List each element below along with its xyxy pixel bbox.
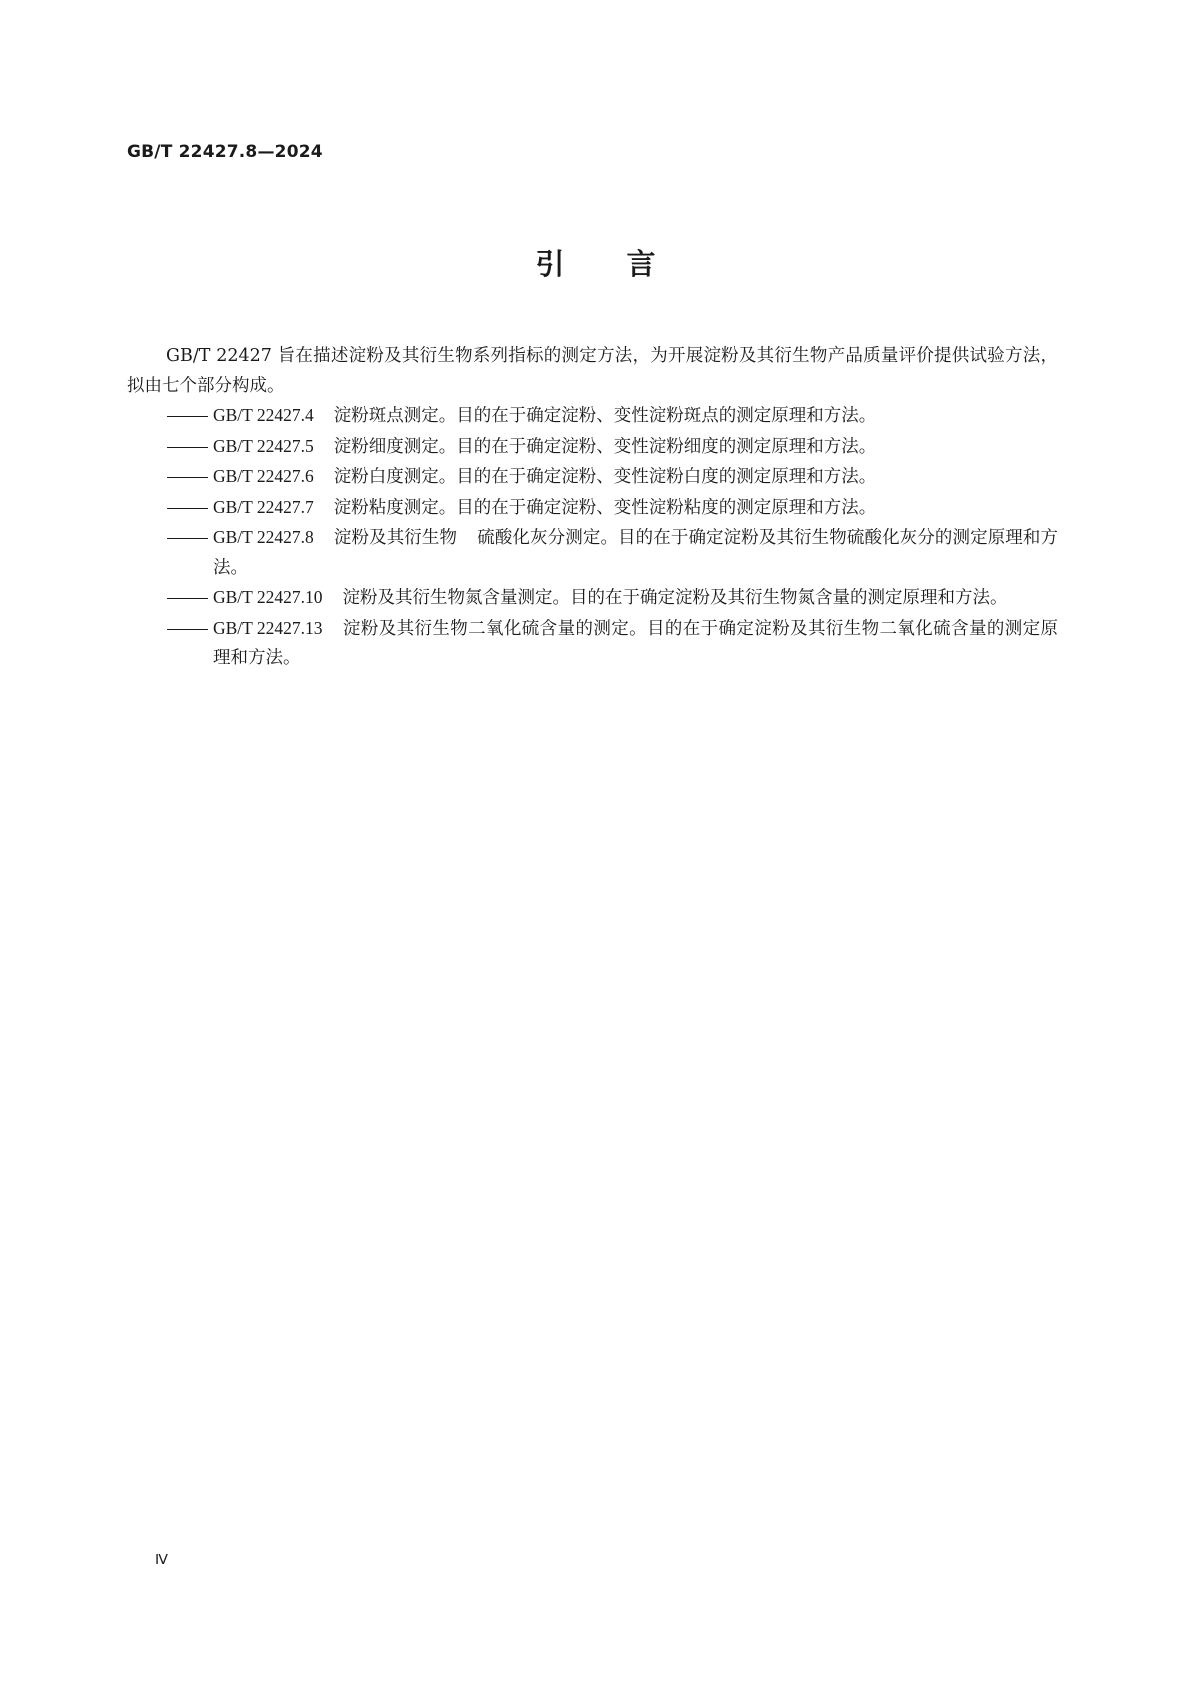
list-item xyxy=(127,401,1058,432)
parts-list xyxy=(127,401,1058,674)
list-item xyxy=(127,493,1058,524)
part-code: GB/T 22427.5 xyxy=(213,435,314,456)
list-item xyxy=(127,614,1058,674)
part-description: 淀粉及其衍生物氮含量测定。目的在于确定淀粉及其衍生物氮含量的测定原理和方法。 xyxy=(342,588,1008,608)
part-code: GB/T 22427.10 xyxy=(213,587,323,607)
intro-paragraph: GB/T 22427 旨在描述淀粉及其衍生物系列指标的测定方法，为开展淀粉及其衍生物产品质量评价提供试验方法，拟由七个部分构成。 xyxy=(127,346,1058,396)
part-code: GB/T 22427.7 xyxy=(213,496,314,517)
part-description: 硫酸化灰分测定。目的在于确定淀粉及其衍生物硫酸化灰分的测定原理和方法。 xyxy=(213,528,1059,578)
list-item xyxy=(127,462,1058,493)
part-description: 淀粉斑点测定。目的在于确定淀粉、变性淀粉斑点的测定原理和方法。 xyxy=(333,406,877,426)
part-description: 淀粉粘度测定。目的在于确定淀粉、变性淀粉粘度的测定原理和方法。 xyxy=(333,497,877,518)
part-description: 淀粉及其衍生物二氧化硫含量的测定。目的在于确定淀粉及其衍生物二氧化硫含量的测定原理和方法。 xyxy=(213,618,1058,668)
document-code: GB/T 22427.8—2024 xyxy=(127,142,323,162)
part-code: GB/T 22427.4 xyxy=(213,405,314,425)
introduction-body xyxy=(127,342,1058,674)
list-item xyxy=(127,432,1058,463)
part-description-subject: 淀粉及其衍生物 xyxy=(333,528,458,548)
part-description: 淀粉细度测定。目的在于确定淀粉、变性淀粉细度的测定原理和方法。 xyxy=(333,436,877,457)
part-code: GB/T 22427.13 xyxy=(213,617,323,638)
list-item xyxy=(127,583,1058,614)
part-description: 淀粉白度测定。目的在于确定淀粉、变性淀粉白度的测定原理和方法。 xyxy=(333,467,877,487)
page-number: Ⅳ xyxy=(155,1553,168,1568)
page-title: 引言 xyxy=(535,247,718,281)
part-code: GB/T 22427.6 xyxy=(213,466,314,486)
part-code: GB/T 22427.8 xyxy=(213,527,314,547)
list-item xyxy=(127,523,1058,583)
